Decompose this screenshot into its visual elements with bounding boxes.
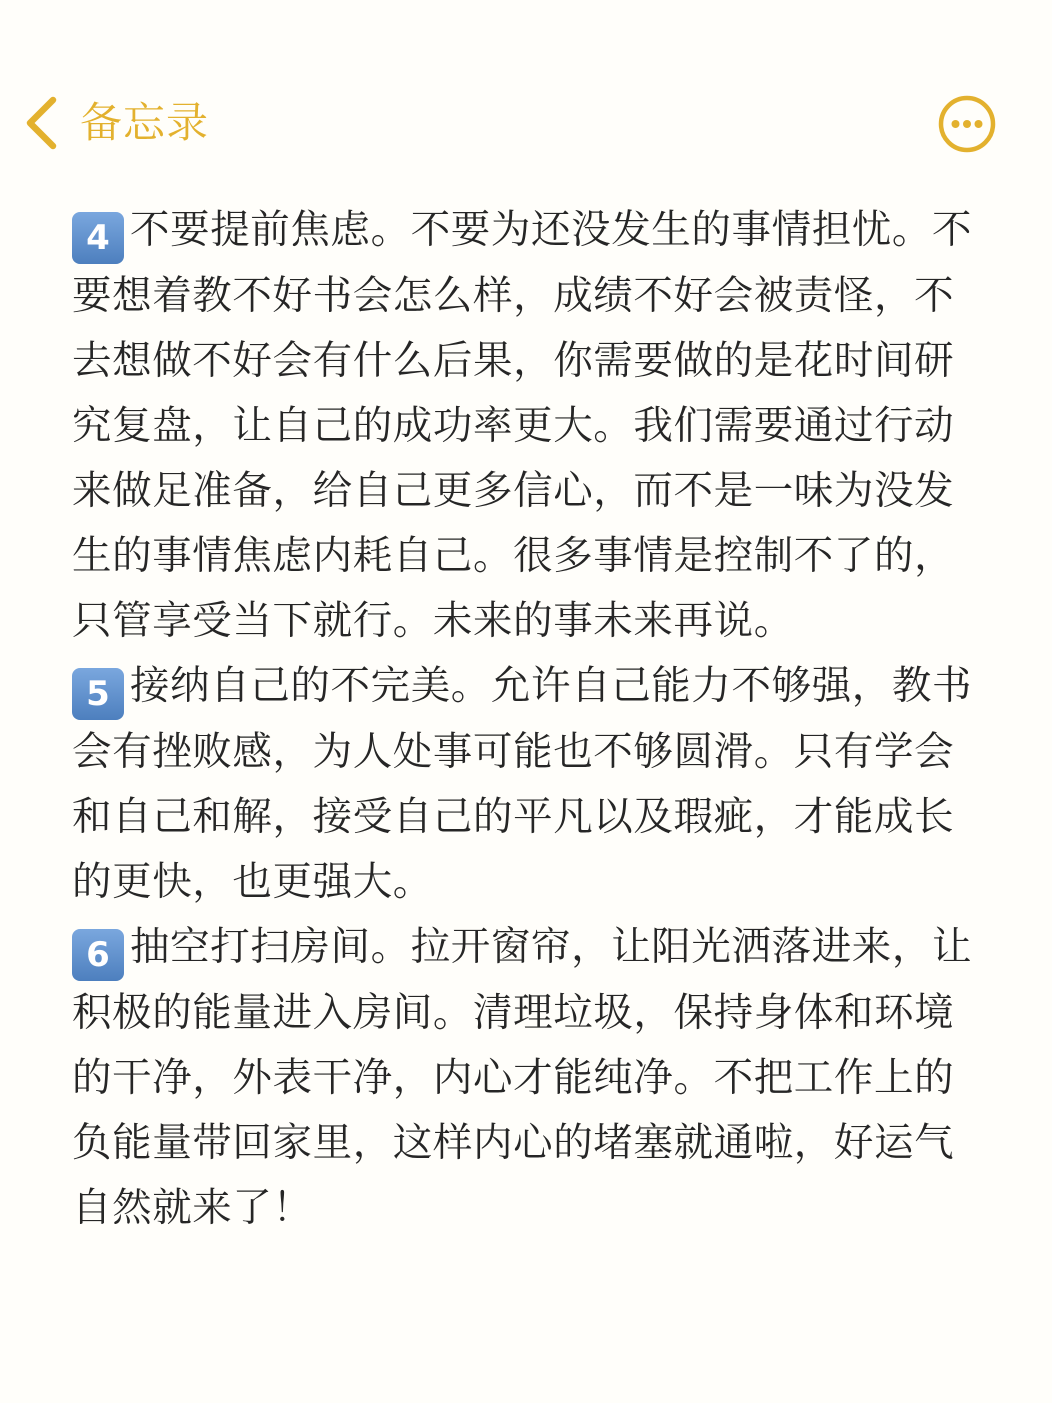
- back-label: 备忘录: [80, 98, 210, 147]
- note-item-4: [72, 198, 982, 654]
- chevron-left-icon: [24, 96, 58, 150]
- note-item-text: 不要提前焦虑。不要为还没发生的事情担忧。不要想着教不好书会怎么样，成绩不好会被责怪，不去想做不好会有什么后果，你需要做的是花时间研究复盘，让自己的成功率更大。我们需要通过行动来做足准备，给自己更多信心，而不是一味为没发生的事情焦虑内耗自己。很多事情是控制不了的，只管享受当下就行。未来的事未来再说。: [72, 207, 973, 644]
- back-button[interactable]: [24, 92, 209, 154]
- more-horizontal-icon: [938, 95, 996, 153]
- more-button[interactable]: [938, 95, 996, 153]
- note-item-6: [72, 915, 982, 1241]
- note-item-text: 接纳自己的不完美。允许自己能力不够强，教书会有挫败感，为人处事可能也不够圆滑。只有学会和自己和解，接受自己的平凡以及瑕疵，才能成长的更快，也更强大。: [72, 663, 973, 905]
- note-item-5: [72, 654, 982, 915]
- note-item-text: 抽空打扫房间。拉开窗帘，让阳光洒落进来，让积极的能量进入房间。清理垃圾，保持身体和环境的干净，外表干净，内心才能纯净。不把工作上的负能量带回家里，这样内心的堵塞就通啦，好运气自然就来了！: [72, 924, 973, 1231]
- number-6-badge: 6: [72, 929, 124, 981]
- number-4-badge: 4: [72, 212, 124, 264]
- nav-bar: [0, 0, 1052, 200]
- note-body[interactable]: [72, 198, 982, 1241]
- number-5-badge: 5: [72, 668, 124, 720]
